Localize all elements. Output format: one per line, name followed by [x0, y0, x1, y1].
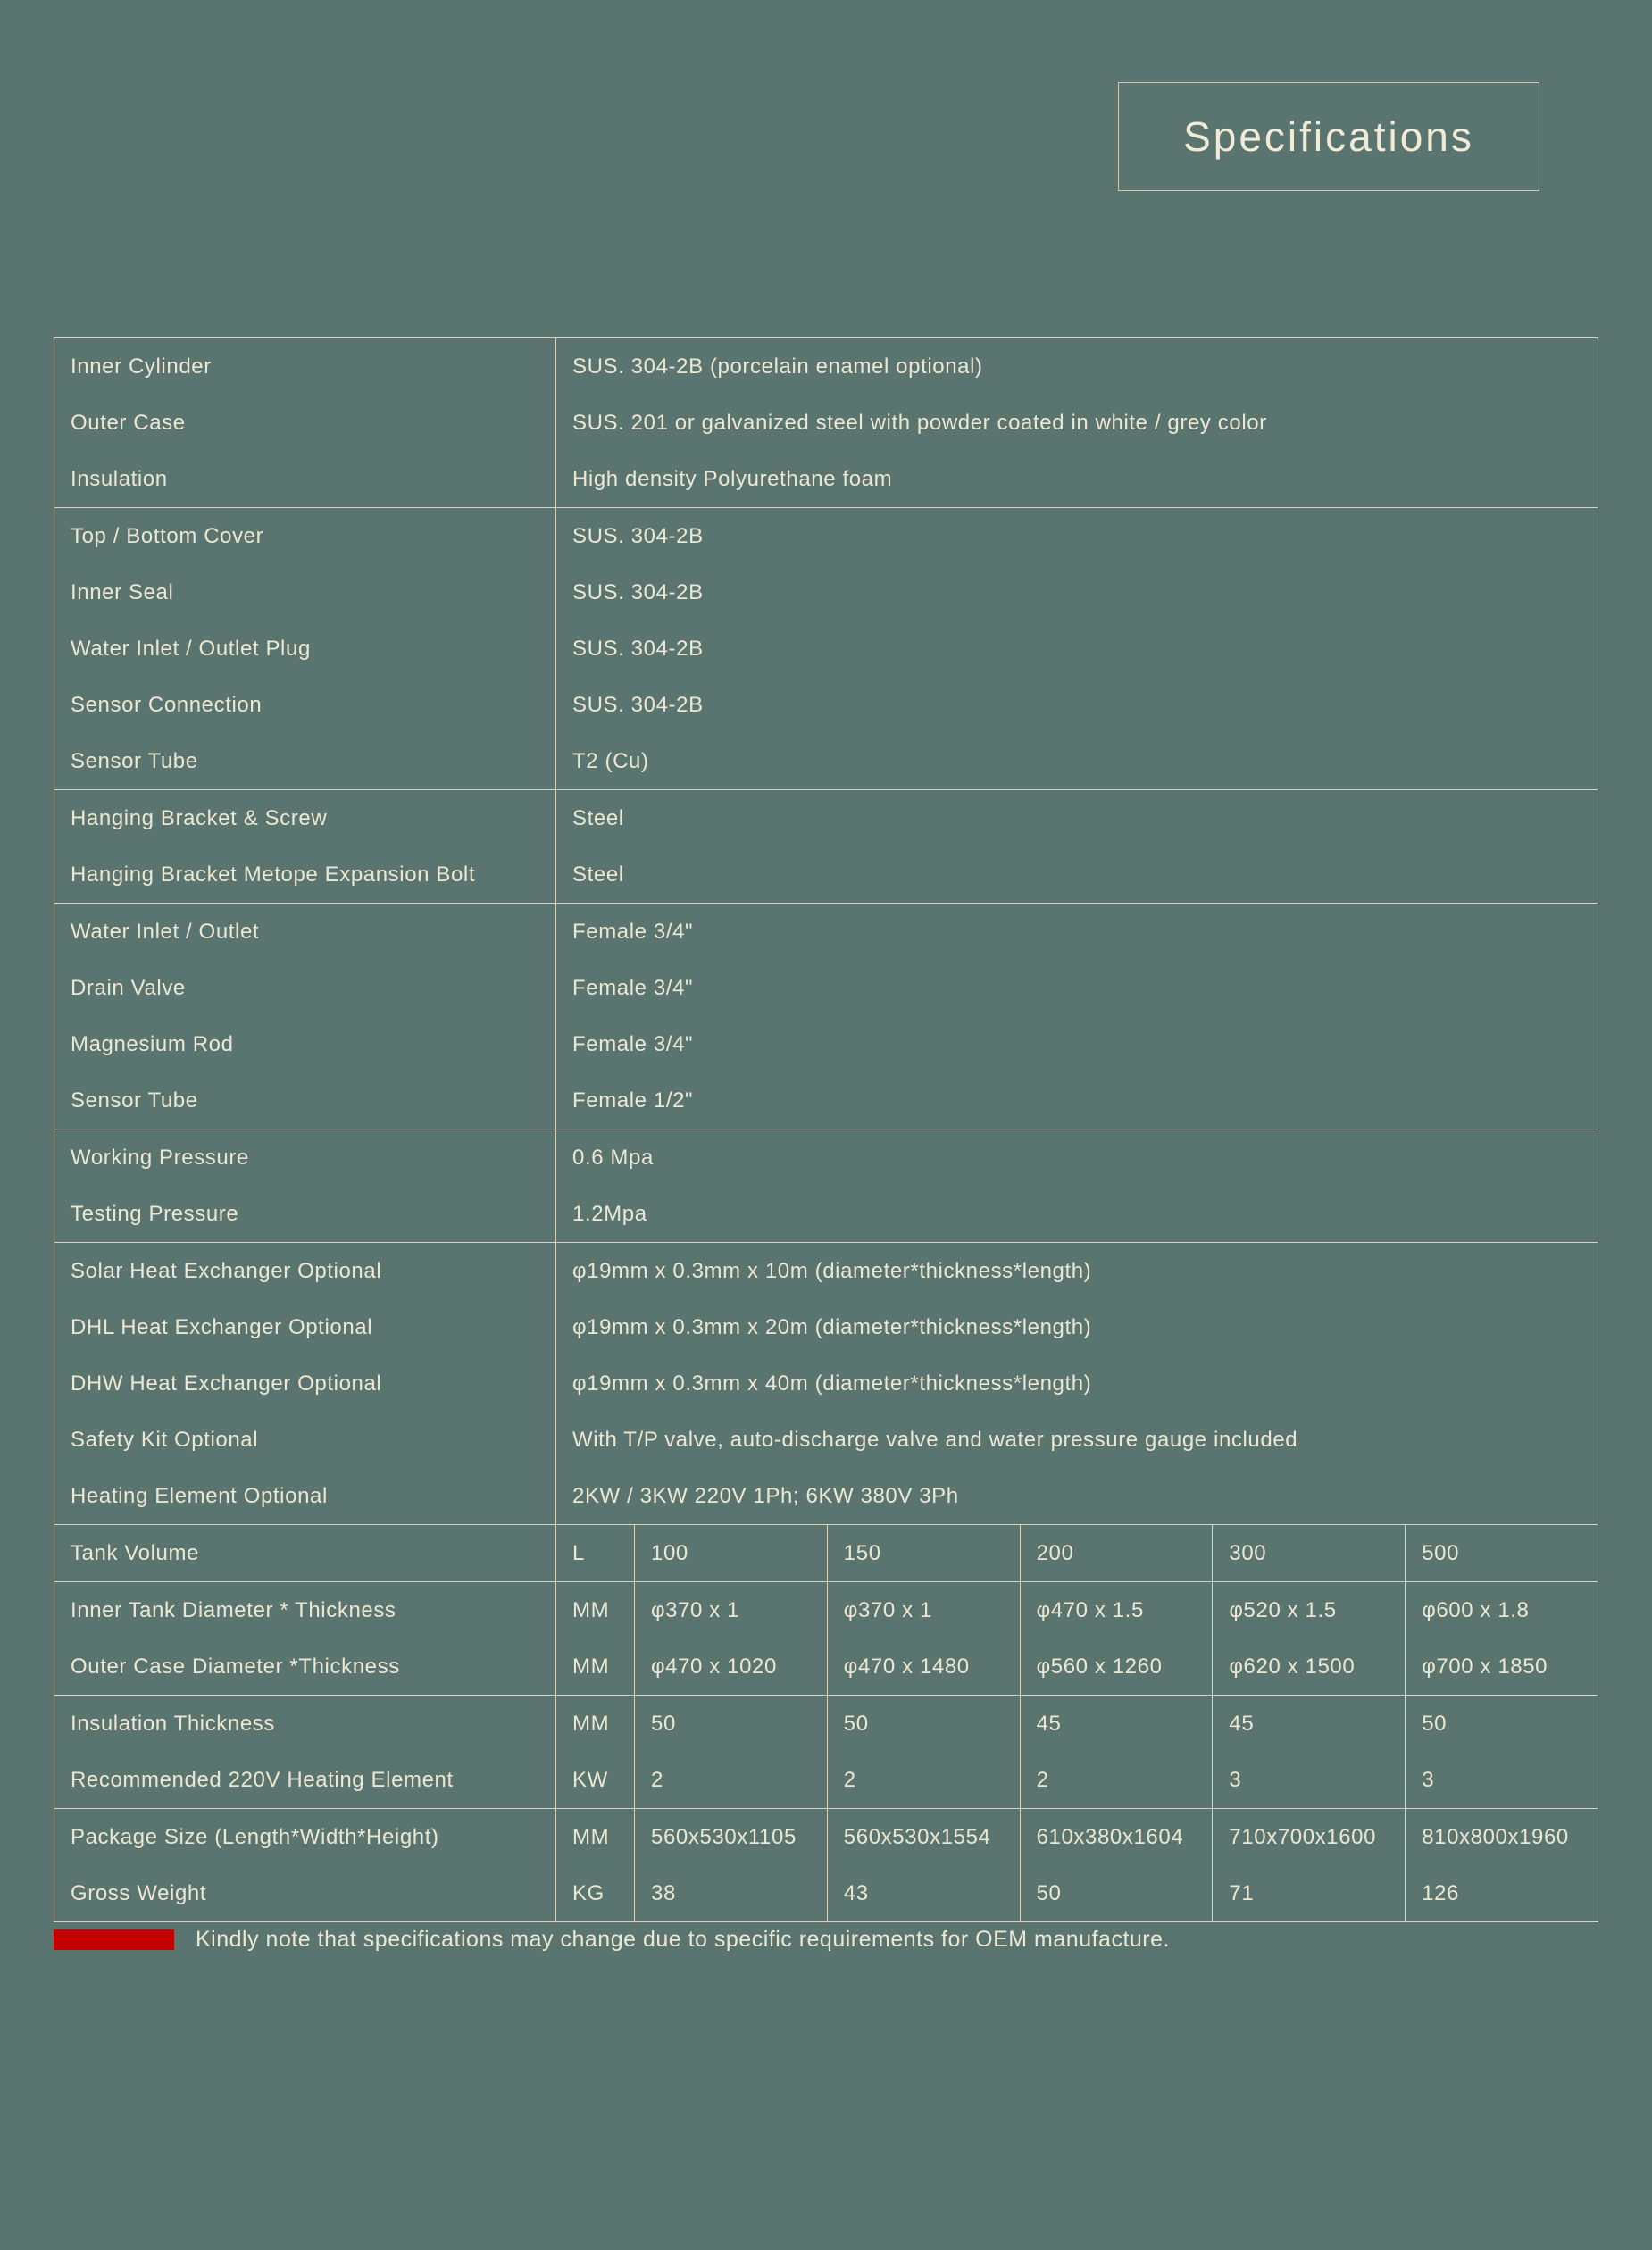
- table-row: [54, 395, 1598, 451]
- table-row: [54, 564, 1598, 621]
- value-cell: 43: [828, 1865, 1021, 1921]
- spec-group-package: [54, 1808, 1598, 1921]
- matrix-label: Inner Tank Diameter * Thickness: [54, 1582, 556, 1638]
- spec-value: Female 3/4": [572, 975, 694, 1000]
- matrix-label: Recommended 220V Heating Element: [54, 1752, 556, 1808]
- unit-cell: KW: [556, 1752, 635, 1808]
- spec-value: Female 3/4": [572, 919, 694, 944]
- spec-label: Water Inlet / Outlet: [54, 904, 556, 960]
- table-row: [54, 508, 1598, 564]
- spec-label: Inner Cylinder: [54, 338, 556, 395]
- value-cell: 50: [1021, 1865, 1214, 1921]
- value-cell: 560x530x1554: [828, 1809, 1021, 1865]
- value-cell: 2: [1021, 1752, 1214, 1808]
- value-cell: 100: [635, 1525, 828, 1581]
- value-cell: φ470 x 1020: [635, 1638, 828, 1695]
- spec-value: Steel: [572, 862, 624, 887]
- red-highlight-bar: [54, 1929, 174, 1950]
- table-row: [54, 621, 1598, 677]
- spec-label: Hanging Bracket Metope Expansion Bolt: [54, 846, 556, 903]
- matrix-label: Outer Case Diameter *Thickness: [54, 1638, 556, 1695]
- spec-group-pressure: [54, 1129, 1598, 1242]
- spec-value: 2KW / 3KW 220V 1Ph; 6KW 380V 3Ph: [572, 1483, 959, 1508]
- spec-value: T2 (Cu): [572, 748, 649, 773]
- specifications-title-box: [1118, 82, 1539, 191]
- table-row: [54, 1412, 1598, 1468]
- value-cell: φ470 x 1.5: [1021, 1582, 1214, 1638]
- table-row: [54, 846, 1598, 903]
- value-cell: 500: [1422, 1540, 1460, 1565]
- value-cell: 610x380x1604: [1021, 1809, 1214, 1865]
- table-row: [54, 1696, 1598, 1752]
- value-cell: 71: [1213, 1865, 1406, 1921]
- value-cell: 38: [635, 1865, 828, 1921]
- spec-label: Safety Kit Optional: [54, 1412, 556, 1468]
- value-cell: 200: [1021, 1525, 1214, 1581]
- spec-group-insulation-heating: [54, 1695, 1598, 1808]
- value-cell: φ700 x 1850: [1422, 1654, 1548, 1679]
- spec-value: SUS. 201 or galvanized steel with powder coated in white / grey color: [572, 410, 1267, 435]
- value-cell: 560x530x1105: [635, 1809, 828, 1865]
- unit-cell: MM: [556, 1582, 635, 1638]
- value-cell: 45: [1213, 1696, 1406, 1752]
- spec-value: SUS. 304-2B: [572, 636, 704, 661]
- table-row: [54, 904, 1598, 960]
- matrix-label: Tank Volume: [54, 1525, 556, 1581]
- table-row: [54, 1016, 1598, 1072]
- footnote: [54, 1927, 1170, 1953]
- spec-group-materials: [54, 338, 1598, 507]
- value-cell: 150: [828, 1525, 1021, 1581]
- spec-label: Working Pressure: [54, 1129, 556, 1186]
- spec-label: Solar Heat Exchanger Optional: [54, 1243, 556, 1299]
- table-row: [54, 960, 1598, 1016]
- value-cell: 50: [828, 1696, 1021, 1752]
- spec-label: Magnesium Rod: [54, 1016, 556, 1072]
- spec-value: φ19mm x 0.3mm x 10m (diameter*thickness*length): [572, 1258, 1092, 1283]
- spec-label: Sensor Connection: [54, 677, 556, 733]
- spec-value: With T/P valve, auto-discharge valve and water pressure gauge included: [572, 1427, 1298, 1452]
- table-row: [54, 1243, 1598, 1299]
- value-cell: 3: [1213, 1752, 1406, 1808]
- spec-label: DHW Heat Exchanger Optional: [54, 1355, 556, 1412]
- value-cell: 50: [635, 1696, 828, 1752]
- spec-value: SUS. 304-2B: [572, 692, 704, 717]
- spec-value: SUS. 304-2B: [572, 523, 704, 548]
- spec-label: Hanging Bracket & Screw: [54, 790, 556, 846]
- value-cell: φ620 x 1500: [1213, 1638, 1406, 1695]
- value-cell: 50: [1422, 1711, 1448, 1736]
- table-row: [54, 790, 1598, 846]
- value-cell: φ370 x 1: [635, 1582, 828, 1638]
- table-row: [54, 677, 1598, 733]
- spec-value: 0.6 Mpa: [572, 1145, 654, 1170]
- spec-value: SUS. 304-2B (porcelain enamel optional): [572, 354, 983, 379]
- value-cell: 710x700x1600: [1213, 1809, 1406, 1865]
- spec-label: Testing Pressure: [54, 1186, 556, 1242]
- table-row: [54, 1072, 1598, 1129]
- spec-label: Sensor Tube: [54, 1072, 556, 1129]
- unit-cell: MM: [556, 1696, 635, 1752]
- spec-group-components: [54, 507, 1598, 789]
- table-row: [54, 733, 1598, 789]
- spec-value: Female 3/4": [572, 1031, 694, 1056]
- spec-value: φ19mm x 0.3mm x 20m (diameter*thickness*length): [572, 1314, 1092, 1339]
- matrix-label: Gross Weight: [54, 1865, 556, 1921]
- table-row: [54, 1582, 1598, 1638]
- value-cell: 3: [1422, 1767, 1435, 1792]
- matrix-label: Package Size (Length*Width*Height): [54, 1809, 556, 1865]
- spec-value: SUS. 304-2B: [572, 579, 704, 604]
- table-row: [54, 1638, 1598, 1695]
- table-row: [54, 1468, 1598, 1524]
- spec-label: Drain Valve: [54, 960, 556, 1016]
- spec-label: DHL Heat Exchanger Optional: [54, 1299, 556, 1355]
- value-cell: 300: [1213, 1525, 1406, 1581]
- specifications-table: [54, 338, 1598, 1922]
- table-row: [54, 1355, 1598, 1412]
- spec-label: Heating Element Optional: [54, 1468, 556, 1524]
- table-row: [54, 1129, 1598, 1186]
- table-row: [54, 1299, 1598, 1355]
- value-cell: φ370 x 1: [828, 1582, 1021, 1638]
- value-cell: 126: [1422, 1880, 1460, 1905]
- table-row: [54, 1865, 1598, 1921]
- unit-cell: KG: [556, 1865, 635, 1921]
- spec-group-brackets: [54, 789, 1598, 903]
- spec-label: Sensor Tube: [54, 733, 556, 789]
- table-row: [54, 1525, 1598, 1581]
- value-cell: 2: [635, 1752, 828, 1808]
- unit-cell: MM: [556, 1638, 635, 1695]
- spec-label: Water Inlet / Outlet Plug: [54, 621, 556, 677]
- table-row: [54, 338, 1598, 395]
- value-cell: φ520 x 1.5: [1213, 1582, 1406, 1638]
- spec-group-optionals: [54, 1242, 1598, 1524]
- value-cell: 810x800x1960: [1422, 1824, 1569, 1849]
- footnote-text: Kindly note that specifications may change due to specific requirements for OEM manufacture.: [196, 1927, 1170, 1952]
- spec-value: φ19mm x 0.3mm x 40m (diameter*thickness*length): [572, 1371, 1092, 1396]
- spec-group-diameters: [54, 1581, 1598, 1695]
- page-title: Specifications: [1183, 113, 1474, 160]
- table-row: [54, 1809, 1598, 1865]
- table-row: [54, 1752, 1598, 1808]
- spec-label: Inner Seal: [54, 564, 556, 621]
- spec-group-tank-volume: [54, 1524, 1598, 1581]
- unit-cell: L: [556, 1525, 635, 1581]
- spec-value: High density Polyurethane foam: [572, 466, 893, 491]
- spec-label: Insulation: [54, 451, 556, 507]
- value-cell: φ600 x 1.8: [1422, 1597, 1530, 1622]
- value-cell: φ470 x 1480: [828, 1638, 1021, 1695]
- spec-group-fittings: [54, 903, 1598, 1129]
- table-row: [54, 1186, 1598, 1242]
- spec-value: Steel: [572, 805, 624, 830]
- table-row: [54, 451, 1598, 507]
- spec-label: Top / Bottom Cover: [54, 508, 556, 564]
- matrix-label: Insulation Thickness: [54, 1696, 556, 1752]
- value-cell: 2: [828, 1752, 1021, 1808]
- value-cell: 45: [1021, 1696, 1214, 1752]
- value-cell: φ560 x 1260: [1021, 1638, 1214, 1695]
- spec-value: Female 1/2": [572, 1088, 694, 1112]
- unit-cell: MM: [556, 1809, 635, 1865]
- spec-label: Outer Case: [54, 395, 556, 451]
- spec-value: 1.2Mpa: [572, 1201, 647, 1226]
